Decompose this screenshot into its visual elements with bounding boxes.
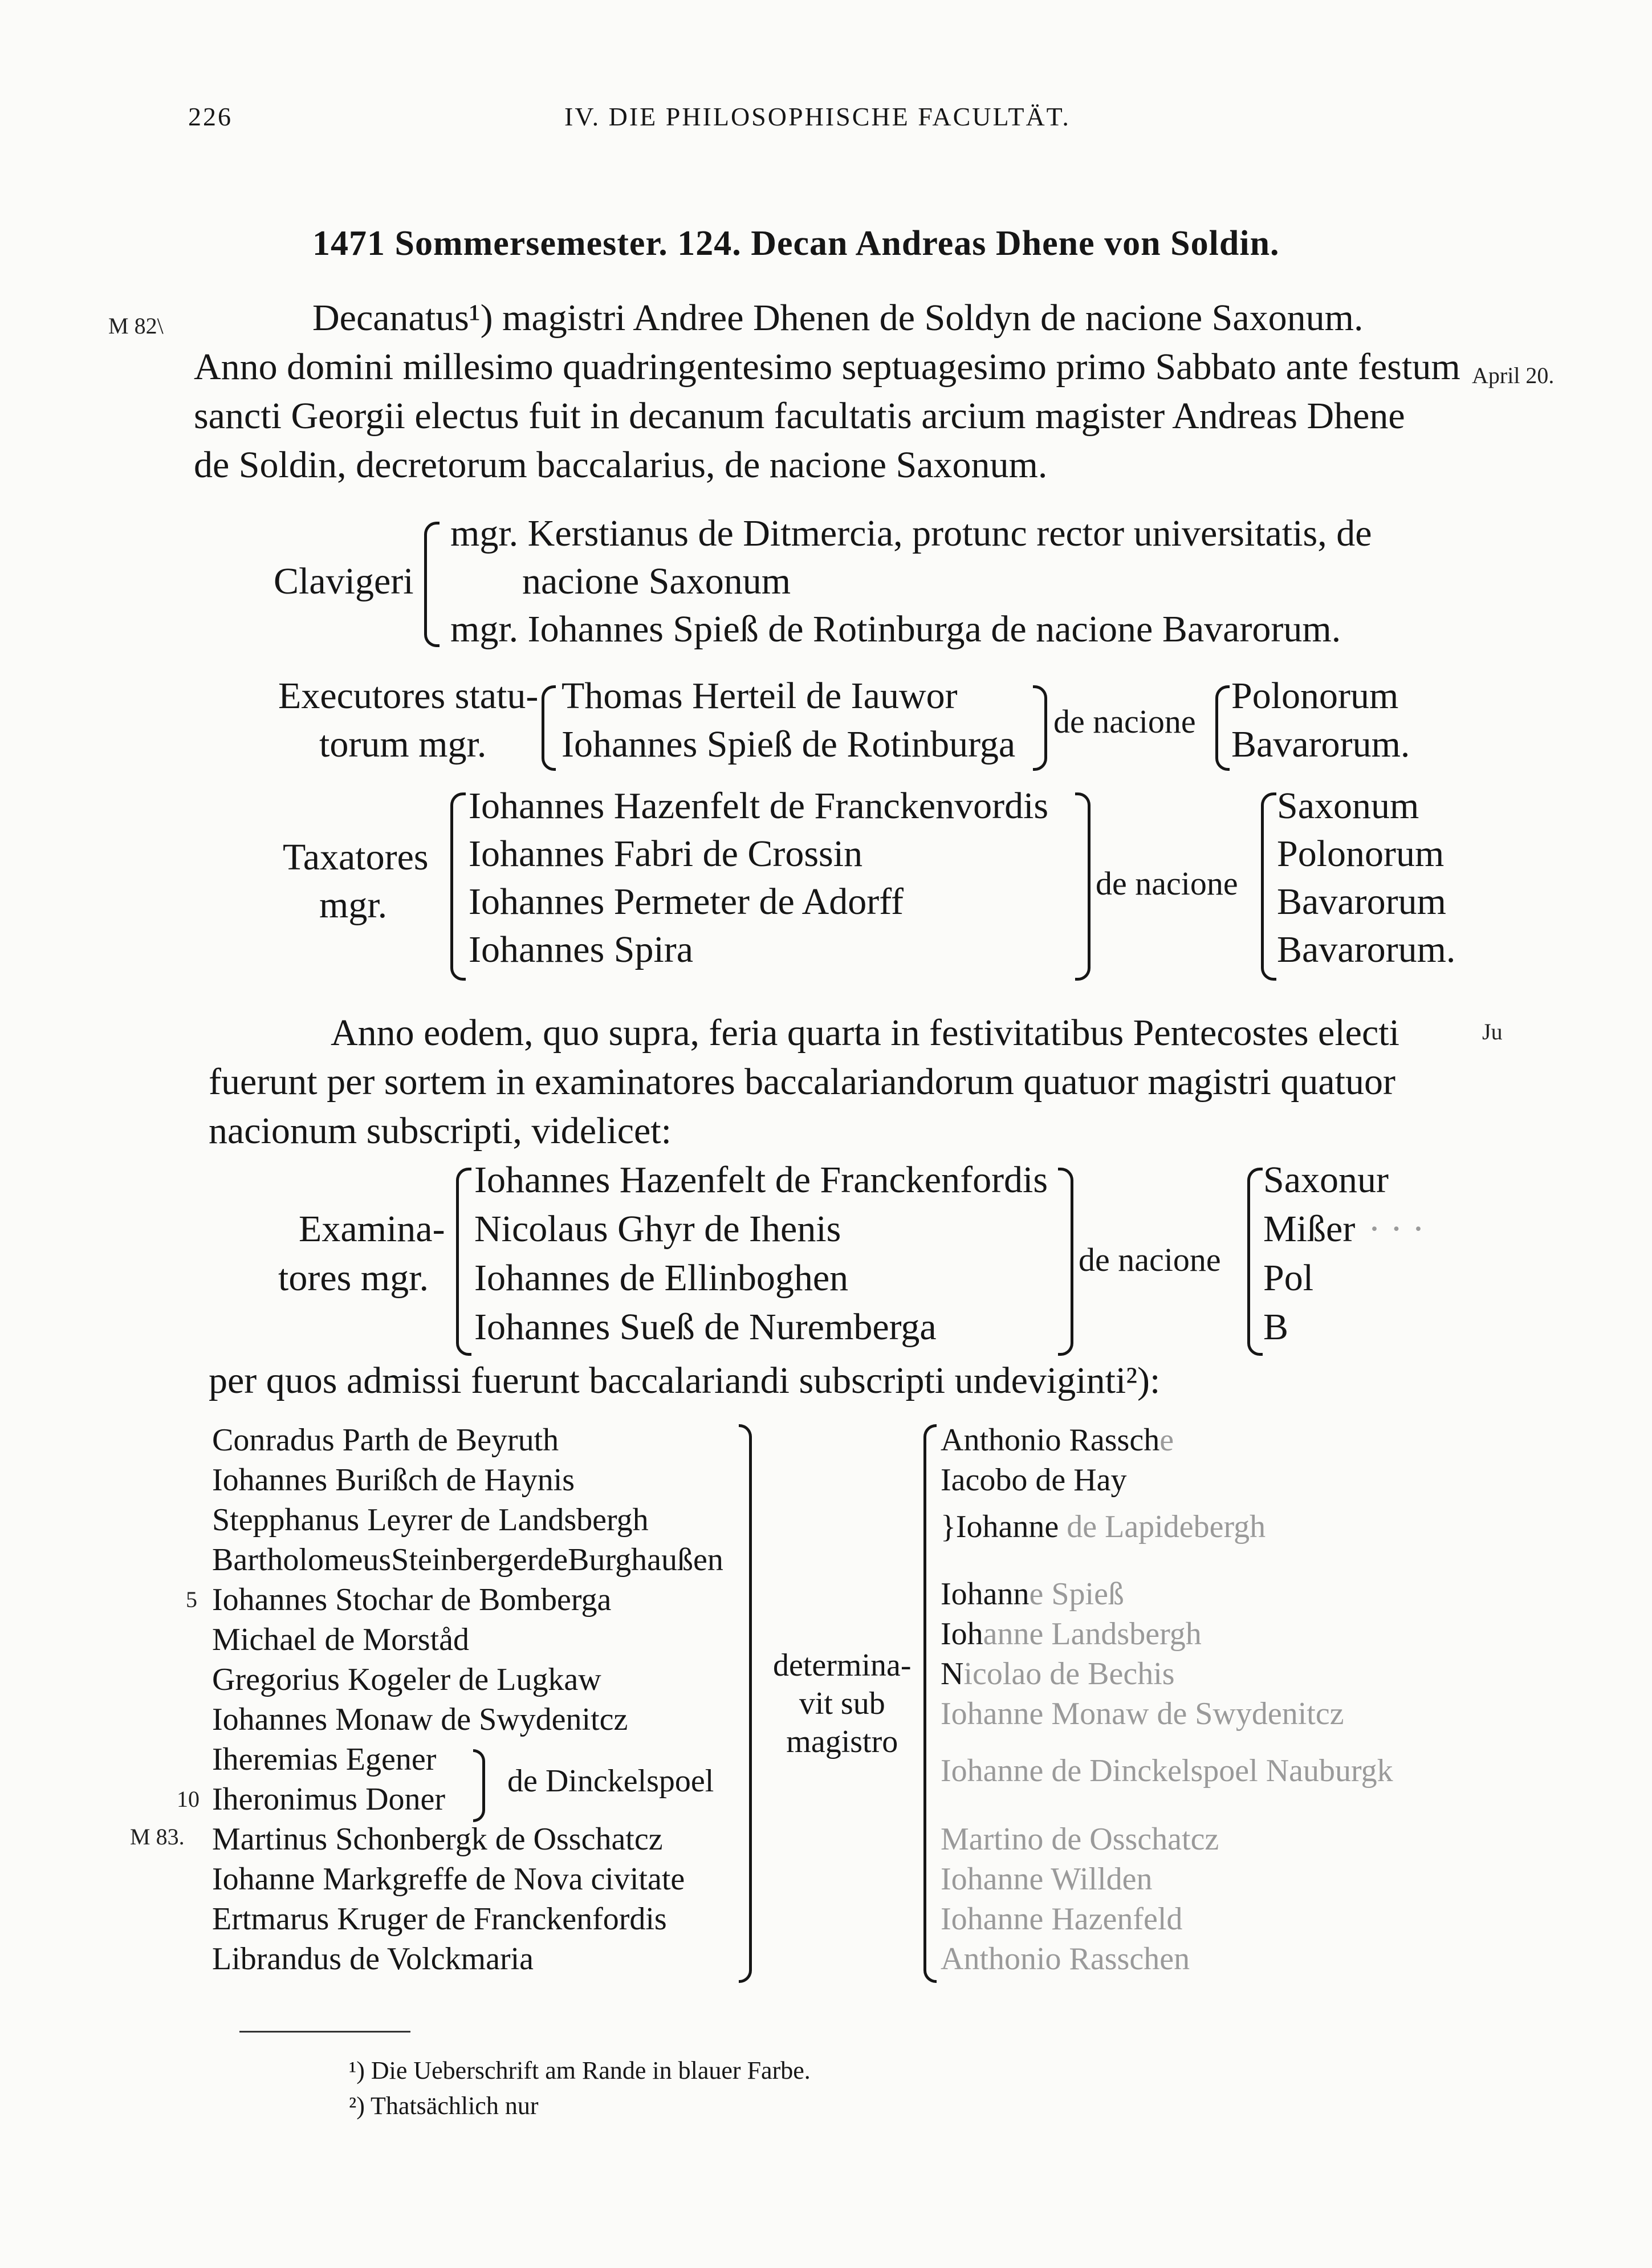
margin-note-april: April 20. — [1472, 363, 1555, 388]
taxator-nation: Bavarorum — [1277, 881, 1446, 922]
executores-brace-nations — [1215, 685, 1230, 771]
taxator-nation: Saxonum — [1277, 785, 1419, 827]
dinckelspoel-brace — [473, 1749, 485, 1822]
student-name: BartholomeusSteinbergerdeBurghaußen — [212, 1542, 723, 1578]
footnote-rule — [239, 2031, 410, 2033]
taxator-name: Iohannes Hazenfelt de Franckenvordis — [469, 785, 1049, 827]
line-number: 10 — [177, 1786, 200, 1812]
student-name: Iohannes Stochar de Bomberga — [212, 1582, 612, 1617]
examinator-name: Iohannes Hazenfelt de Franckenfordis — [474, 1159, 1048, 1201]
student-name: Conradus Parth de Beyruth — [212, 1422, 559, 1458]
examinator-nation: Saxonur — [1263, 1159, 1389, 1201]
margin-note-m83: M 83. — [130, 1824, 185, 1850]
executor-name: Thomas Herteil de Iauwor — [561, 675, 958, 717]
examinator-nation: Pol — [1263, 1257, 1314, 1299]
examinator-nation: Mißer — [1263, 1208, 1356, 1250]
examinatores-brace-right — [1058, 1168, 1073, 1356]
faded-text: · · · — [1368, 1208, 1425, 1250]
student-name: Iohanne Markgreffe de Nova civitate — [212, 1861, 685, 1897]
margin-note-m82: M 82\ — [108, 313, 164, 339]
dinckelspoel-label: de Dinckelspoel — [507, 1763, 714, 1799]
examinatores-brace-nations — [1247, 1168, 1263, 1356]
student-name: Iheremias Egener — [212, 1742, 437, 1777]
executor-nation: Polonorum — [1231, 675, 1399, 717]
magister-name: }Iohanne de Lapidebergh — [941, 1509, 1266, 1544]
taxatores-brace-left — [450, 792, 466, 981]
examinatores-brace-left — [456, 1168, 471, 1356]
magister-name: Iacobo de Hay — [941, 1462, 1127, 1498]
executores-label: Executores statu- — [278, 675, 539, 717]
magister-name: Anthonio Rasschen — [941, 1941, 1190, 1977]
student-name: Gregorius Kogeler de Lugkaw — [212, 1662, 601, 1697]
taxatores-joiner: de nacione — [1096, 865, 1238, 902]
student-name: Librandus de Volckmaria — [212, 1941, 534, 1977]
magister-name: Iohanne Landsbergh — [941, 1616, 1202, 1652]
footnote: ²) Thatsächlich nur — [349, 2092, 539, 2120]
line-number: 5 — [186, 1587, 197, 1612]
magister-name: Iohanne Spieß — [941, 1576, 1124, 1612]
magistri-brace — [923, 1424, 937, 1983]
examinatores-joiner: de nacione — [1079, 1241, 1221, 1278]
student-name: Iohannes Monaw de Swydenitcz — [212, 1702, 628, 1737]
magister-name: Anthonio Rassche — [941, 1422, 1174, 1458]
para3: per quos admissi fuerunt baccalariandi subscripti undeviginti²): — [209, 1360, 1161, 1401]
taxatores-brace-right — [1075, 792, 1091, 981]
executor-name: Iohannes Spieß de Rotinburga — [561, 724, 1016, 765]
taxator-nation: Polonorum — [1277, 833, 1445, 875]
para2-line: fuerunt per sortem in examinatores baccalariandorum quatuor magistri quatuor — [209, 1061, 1395, 1103]
examinatores-label: tores mgr. — [278, 1257, 429, 1299]
student-name: Ertmarus Kruger de Franckenfordis — [212, 1901, 667, 1937]
executores-brace-right — [1033, 685, 1047, 771]
taxator-name: Iohannes Spira — [469, 929, 694, 970]
student-name: Iheronimus Doner — [212, 1782, 446, 1817]
examinator-nation: B — [1263, 1306, 1289, 1348]
magister-name: Iohanne Monaw de Swydenitcz — [941, 1696, 1344, 1732]
footnote: ¹) Die Ueberschrift am Rande in blauer Farbe. — [349, 2056, 811, 2084]
taxatores-label: mgr. — [319, 884, 388, 926]
magister-name: Iohanne Hazenfeld — [941, 1901, 1183, 1937]
student-name: Stepphanus Leyrer de Landsbergh — [212, 1502, 649, 1538]
page-number: 226 — [188, 102, 233, 131]
taxator-nation: Bavarorum. — [1277, 929, 1456, 970]
magister-name: Nicolao de Bechis — [941, 1656, 1175, 1692]
magister-name: Martino de Osschatcz — [941, 1822, 1219, 1857]
student-name: Martinus Schonbergk de Osschatcz — [212, 1822, 663, 1857]
examinator-name: Nicolaus Ghyr de Ihenis — [474, 1208, 841, 1250]
clavigeri-line: mgr. Kerstianus de Ditmercia, protunc rector universitatis, de — [450, 513, 1372, 554]
clavigeri-brace — [424, 522, 440, 647]
intro-line: Anno domini millesimo quadringentesimo septuagesimo primo Sabbato ante festum — [194, 346, 1460, 388]
taxatores-label: Taxatores — [283, 836, 429, 878]
para2-line: Anno eodem, quo supra, feria quarta in festivitatibus Pentecostes electi — [331, 1012, 1399, 1054]
student-name: Iohannes Burißch de Haynis — [212, 1462, 575, 1498]
taxatores-brace-nations — [1261, 792, 1276, 981]
taxator-name: Iohannes Permeter de Adorff — [469, 881, 904, 922]
magister-name: Iohanne Willden — [941, 1861, 1153, 1897]
section-title: 1471 Sommersemester. 124. Decan Andreas Dhene von Soldin. — [312, 224, 1280, 263]
executores-label: torum mgr. — [319, 724, 487, 765]
clavigeri-label: Clavigeri — [274, 560, 414, 602]
margin-note-june: Ju — [1482, 1019, 1503, 1044]
determinavit-line: magistro — [786, 1724, 898, 1760]
executor-nation: Bavarorum. — [1231, 724, 1410, 765]
executores-brace-left — [542, 685, 556, 771]
student-name: Michael de Morståd — [212, 1622, 469, 1657]
executores-joiner: de nacione — [1053, 703, 1196, 740]
taxator-name: Iohannes Fabri de Crossin — [469, 833, 863, 875]
clavigeri-line: mgr. Iohannes Spieß de Rotinburga de nacione Bavarorum. — [450, 608, 1341, 650]
running-head: IV. DIE PHILOSOPHISCHE FACULTÄT. — [564, 102, 1071, 131]
determinavit-line: vit sub — [799, 1686, 885, 1722]
determinavit-line: determina- — [773, 1648, 912, 1683]
examinatores-label: Examina- — [299, 1208, 445, 1250]
determinavit-label — [773, 1647, 912, 1762]
intro-line: Decanatus¹) magistri Andree Dhenen de Soldyn de nacione Saxonum. — [312, 297, 1364, 339]
magister-name: Iohanne de Dinckelspoel Nauburgk — [941, 1753, 1393, 1789]
clavigeri-line: nacione Saxonum — [522, 560, 791, 602]
para2-line: nacionum subscripti, videlicet: — [209, 1110, 672, 1152]
intro-line: de Soldin, decretorum baccalarius, de nacione Saxonum. — [194, 444, 1048, 486]
intro-line: sancti Georgii electus fuit in decanum facultatis arcium magister Andreas Dhene — [194, 395, 1405, 437]
examinator-name: Iohannes Sueß de Nuremberga — [474, 1306, 937, 1348]
examinator-name: Iohannes de Ellinboghen — [474, 1257, 849, 1299]
students-brace — [739, 1424, 752, 1983]
